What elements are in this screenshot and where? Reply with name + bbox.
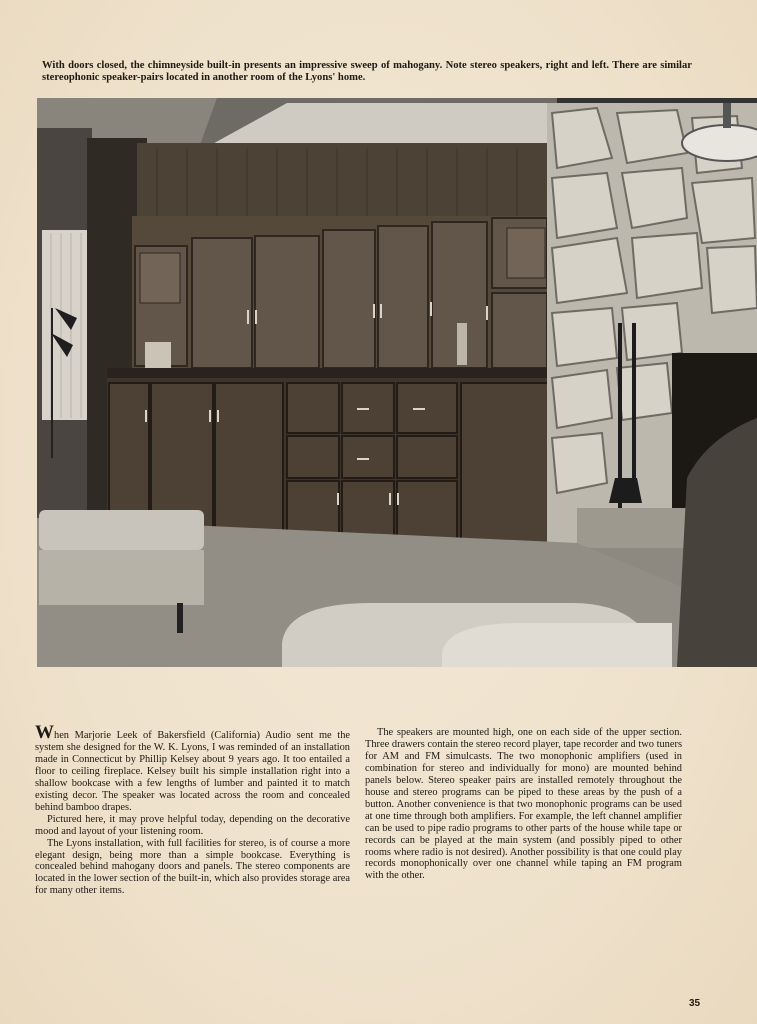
article-paragraph xyxy=(35,722,350,814)
article-paragraph: The Lyons installation, with full facilities for stereo, is of course a more elegant design, being more than a simple bookcase. Everything is concealed behind mahogany doors and panels. The stereo components are located in the lower section of the built-in, which also provides storage area for many other items. xyxy=(35,837,350,897)
page-number: 35 xyxy=(689,998,701,1009)
photo-caption: With doors closed, the chimneyside built-in presents an impressive sweep of mahogany. Note stereo speakers, right and left. There are similar stereophonic speaker-pairs located in another room of the Lyons' home. xyxy=(42,60,692,83)
paragraph-text: hen Marjorie Leek of Bakersfield (California) Audio sent me the system she designed for the W. K. Lyons, I was reminded of an installation made in Connecticut by Phillip Kelsey about 9 years ago. It too entailed a floor to ceiling fireplace. Kelsey built his simple installation right into a shallow bookcase with a few lengths of lumber and painted it to match existing decor. The speaker was located across the room and concealed behind bamboo drapes. xyxy=(35,730,350,813)
drop-cap: W xyxy=(35,722,54,743)
article-paragraph: Pictured here, it may prove helpful today, depending on the decorative mood and layout of your listening room. xyxy=(35,813,350,837)
article-paragraph: The speakers are mounted high, one on each side of the upper section. Three drawers contain the stereo record player, tape recorder and two tuners for AM and FM simulcasts. The two monophonic amplifiers (used in combination for stereo and individually for mono) are mounted behind panels below. Stereo speaker pairs are installed remotely throughout the house and stereo programs can be piped to these areas by the push of a button. Another convenience is that two monophonic programs can be used at one time through both amplifiers. For example, the left channel amplifier can be used to pipe radio programs to other parts of the house while tape or records can be played at the main system (and possibly piped to other rooms where radio is not desired). Another possibility is that one could play records monophonically over one channel while taping an FM program with the other. xyxy=(365,727,682,882)
article-column-1 xyxy=(35,722,350,897)
article-column-2 xyxy=(365,727,682,882)
room-photo xyxy=(37,98,757,667)
